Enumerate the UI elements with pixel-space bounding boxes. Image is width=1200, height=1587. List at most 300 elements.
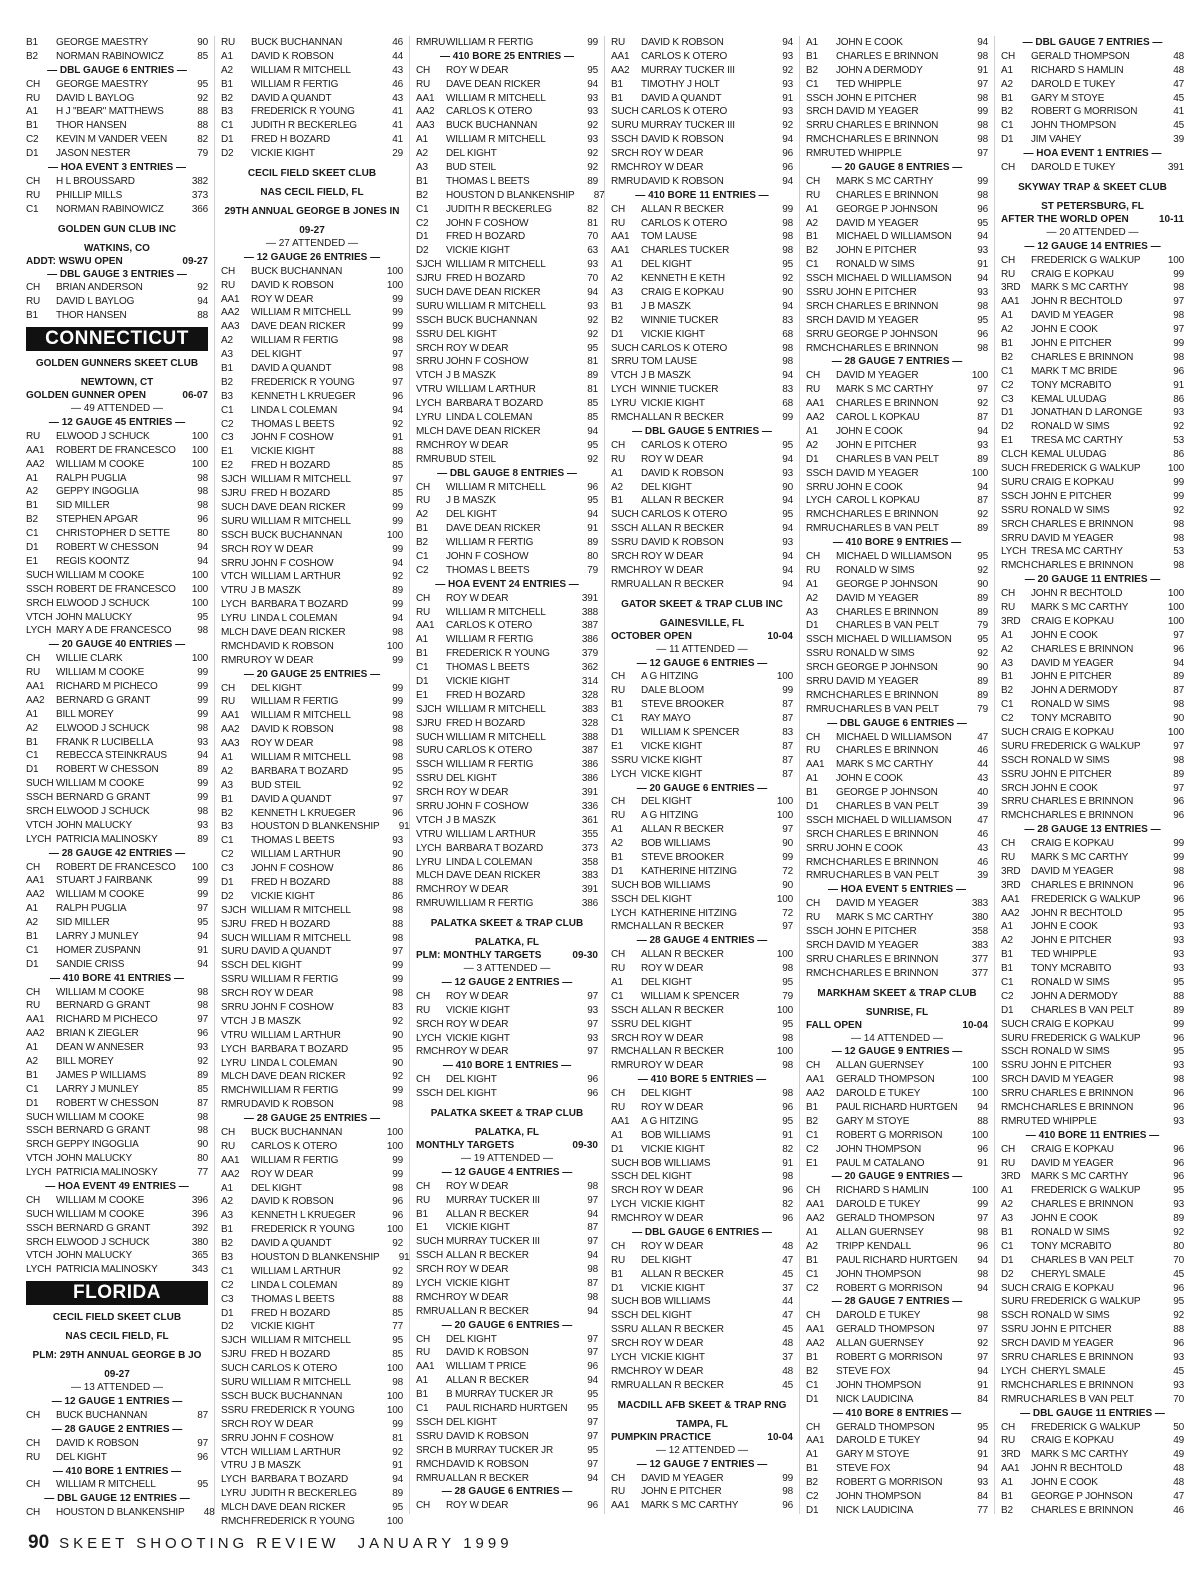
shooter-name: ROBERT W CHESSON bbox=[56, 542, 159, 554]
club-heading: PLM: 29TH ANNUAL GEORGE B JO bbox=[32, 1350, 202, 1362]
result-row bbox=[221, 36, 403, 50]
class-code: A1 bbox=[611, 1129, 623, 1141]
result-row bbox=[806, 119, 988, 133]
score: 91 bbox=[392, 432, 403, 444]
class-code: VTCH bbox=[416, 370, 443, 382]
result-row bbox=[221, 945, 403, 959]
class-code: C3 bbox=[221, 863, 234, 875]
class-code: B2 bbox=[416, 537, 428, 549]
result-row bbox=[806, 425, 988, 439]
score: 100 bbox=[776, 893, 793, 905]
shooter-name: DAVID M YEAGER bbox=[1031, 657, 1114, 669]
shooter-name: BARBARA T BOZARD bbox=[446, 398, 544, 410]
score: 98 bbox=[1173, 1074, 1184, 1086]
shooter-name: STUART J FAIRBANK bbox=[56, 875, 153, 887]
class-code: E1 bbox=[611, 740, 623, 752]
result-row bbox=[416, 78, 598, 92]
shooter-name: WILLIAM R FERTIG bbox=[446, 537, 534, 549]
shooter-name: JOHN F COSHOW bbox=[446, 550, 529, 562]
score: 95 bbox=[782, 509, 793, 521]
score: 95 bbox=[392, 1335, 403, 1347]
result-row bbox=[221, 1265, 403, 1279]
shooter-name: WILLIAM L ARTHUR bbox=[251, 849, 341, 861]
score: 50 bbox=[1173, 1421, 1184, 1433]
score: 98 bbox=[1173, 310, 1184, 322]
result-row bbox=[611, 670, 793, 684]
shooter-name: DAVID K ROBSON bbox=[251, 1196, 334, 1208]
class-code: B1 bbox=[806, 1352, 818, 1364]
club-heading: PALATKA, FL bbox=[474, 1127, 540, 1139]
score: 94 bbox=[587, 425, 598, 437]
result-row bbox=[806, 286, 988, 300]
shooter-name: ALLAN R BECKER bbox=[641, 578, 724, 590]
class-code: B1 bbox=[806, 1102, 818, 1114]
shooter-name: DEL KIGHT bbox=[641, 1254, 692, 1266]
shooter-name: GEPPY INGOGLIA bbox=[56, 1139, 139, 1151]
result-row bbox=[611, 383, 793, 397]
result-row bbox=[611, 494, 793, 508]
result-row bbox=[611, 726, 793, 740]
class-code: SRCH bbox=[806, 662, 834, 674]
score: 95 bbox=[977, 314, 988, 326]
class-code: D1 bbox=[26, 148, 39, 160]
shooter-name: CHARLES B VAN PELT bbox=[1031, 1004, 1134, 1016]
result-row bbox=[26, 472, 208, 486]
class-code: CH bbox=[611, 949, 626, 961]
shooter-name: DAVID M YEAGER bbox=[836, 217, 919, 229]
score: 95 bbox=[392, 1043, 403, 1055]
shooter-name: A G HITZING bbox=[641, 671, 699, 683]
result-row bbox=[26, 295, 208, 309]
score: 98 bbox=[197, 805, 208, 817]
shooter-name: ROY W DEAR bbox=[251, 543, 314, 555]
class-code: B2 bbox=[221, 376, 233, 388]
result-row bbox=[416, 1458, 598, 1472]
class-code: VTCH bbox=[221, 1446, 248, 1458]
shooter-name: CRAIG E KOPKAU bbox=[1031, 476, 1114, 488]
event-header: — 410 BORE 1 ENTRIES — bbox=[442, 1060, 572, 1072]
class-code: RU bbox=[1001, 851, 1016, 863]
result-row bbox=[611, 300, 793, 314]
class-code: B2 bbox=[1001, 106, 1013, 118]
result-row bbox=[221, 92, 403, 106]
event-header: — DBL GAUGE 8 ENTRIES — bbox=[437, 467, 577, 479]
class-code: A2 bbox=[1001, 643, 1013, 655]
score: 91 bbox=[398, 821, 410, 833]
score: 46 bbox=[1173, 1504, 1184, 1516]
score: 92 bbox=[197, 282, 208, 294]
result-row bbox=[221, 418, 403, 432]
shooter-name: JOHN E COOK bbox=[1031, 1477, 1098, 1489]
score: 96 bbox=[392, 1196, 403, 1208]
event-header: — 12 GAUGE 26 ENTRIES — bbox=[243, 251, 381, 263]
shooter-name: JIM VAHEY bbox=[1031, 134, 1082, 146]
shooter-name: THOMAS L BEETS bbox=[446, 662, 530, 674]
class-code: CH bbox=[221, 682, 236, 694]
class-code: RU bbox=[26, 667, 41, 679]
score: 99 bbox=[392, 515, 403, 527]
class-code: A2 bbox=[1001, 324, 1013, 336]
shooter-name: JOHN F COSHOW bbox=[251, 863, 334, 875]
class-code: SRRU bbox=[1001, 1352, 1029, 1364]
class-code: RU bbox=[26, 296, 41, 308]
result-row bbox=[611, 50, 793, 64]
class-code: SUCH bbox=[221, 1363, 249, 1375]
score: 100 bbox=[191, 583, 208, 595]
score: 98 bbox=[197, 1000, 208, 1012]
shooter-name: FRED H BOZARD bbox=[251, 460, 331, 472]
result-row bbox=[416, 119, 598, 133]
shooter-name: DAVID K ROBSON bbox=[641, 37, 724, 48]
class-code: LYRU bbox=[611, 398, 637, 410]
shoot-date: 06-07 bbox=[182, 390, 208, 402]
event-header: — 12 GAUGE 2 ENTRIES — bbox=[441, 977, 573, 988]
shooter-name: FRED H BOZARD bbox=[251, 918, 331, 930]
shooter-name: CHARLES E BRINNON bbox=[1031, 1352, 1134, 1364]
class-code: SUCH bbox=[611, 106, 639, 118]
score: 97 bbox=[977, 1213, 988, 1225]
score: 93 bbox=[1173, 1379, 1184, 1391]
class-code: CH bbox=[26, 78, 41, 90]
result-row bbox=[1001, 1254, 1184, 1268]
result-row bbox=[416, 300, 598, 314]
class-code: SRRU bbox=[1001, 532, 1029, 544]
class-code: D2 bbox=[1001, 421, 1014, 433]
shooter-name: MARK S MC CARTHY bbox=[1031, 282, 1129, 294]
result-row bbox=[416, 744, 598, 758]
result-row bbox=[221, 807, 403, 821]
result-row bbox=[611, 578, 793, 592]
shooter-name: DAVE DEAN RICKER bbox=[251, 1071, 346, 1083]
result-row bbox=[806, 439, 988, 453]
class-code: D1 bbox=[221, 134, 234, 146]
class-code: C1 bbox=[806, 259, 819, 271]
class-code: A2 bbox=[26, 1056, 38, 1067]
class-code: SURU bbox=[416, 745, 444, 757]
result-row bbox=[416, 411, 598, 425]
class-code: A3 bbox=[806, 606, 818, 618]
score: 95 bbox=[197, 1479, 208, 1491]
shooter-name: CRAIG E KOPKAU bbox=[1031, 615, 1114, 627]
shoot-heading bbox=[26, 389, 208, 402]
event-header: — 12 GAUGE 4 ENTRIES — bbox=[441, 1166, 573, 1178]
result-row bbox=[26, 1437, 208, 1451]
result-row bbox=[611, 147, 793, 161]
shooter-name: DAVID M YEAGER bbox=[1031, 532, 1114, 544]
result-row bbox=[26, 763, 208, 777]
score: 380 bbox=[191, 1236, 208, 1248]
shooter-name: MARK S MC CARTHY bbox=[641, 1500, 739, 1512]
result-row bbox=[611, 1032, 793, 1046]
event-header: — 28 GAUGE 2 ENTRIES — bbox=[51, 1423, 183, 1435]
score: 361 bbox=[581, 814, 598, 826]
score: 96 bbox=[587, 1088, 598, 1100]
score: 85 bbox=[197, 50, 208, 62]
score: 99 bbox=[197, 778, 208, 790]
shooter-name: ROBERT DE FRANCESCO bbox=[56, 583, 176, 595]
score: 93 bbox=[1173, 407, 1184, 419]
class-code: RMCH bbox=[611, 162, 641, 174]
result-row bbox=[611, 1337, 793, 1351]
result-row bbox=[611, 36, 793, 50]
score: 94 bbox=[977, 1102, 988, 1114]
score: 96 bbox=[782, 1102, 793, 1114]
class-code: LYRU bbox=[221, 613, 247, 625]
shooter-name: CHARLES B VAN PELT bbox=[836, 703, 939, 715]
shooter-name: CHARLES B VAN PELT bbox=[1031, 1254, 1134, 1266]
score: 94 bbox=[977, 37, 988, 48]
shooter-name: CARLOS K OTERO bbox=[641, 106, 728, 118]
result-row bbox=[221, 529, 403, 543]
class-code: LYCH bbox=[26, 1264, 52, 1276]
result-row bbox=[1001, 448, 1184, 462]
class-code: C1 bbox=[1001, 365, 1014, 377]
class-code: RU bbox=[611, 453, 626, 465]
shooter-name: TOM LAUSE bbox=[641, 356, 697, 368]
shooter-name: CRAIG E KOPKAU bbox=[1031, 1282, 1114, 1294]
score: 92 bbox=[392, 1238, 403, 1250]
shooter-name: REGIS KOONTZ bbox=[56, 555, 130, 567]
score: 93 bbox=[977, 245, 988, 257]
shooter-name: TONY MCRABITO bbox=[1031, 1240, 1112, 1252]
shooter-name: ROY W DEAR bbox=[641, 1213, 704, 1225]
result-row bbox=[221, 265, 403, 279]
result-row bbox=[806, 272, 988, 286]
result-row bbox=[1001, 1365, 1184, 1379]
score: 95 bbox=[197, 78, 208, 90]
score: 388 bbox=[581, 606, 598, 618]
shooter-name: KATHERINE HITZING bbox=[641, 907, 737, 919]
class-code: SSCH bbox=[221, 960, 248, 972]
class-code: C2 bbox=[221, 1279, 234, 1291]
column-5 bbox=[800, 36, 995, 1514]
score: 377 bbox=[971, 953, 988, 965]
shooter-name: DEL KIGHT bbox=[56, 1451, 107, 1463]
result-row bbox=[416, 36, 598, 50]
shooter-name: DAVID K ROBSON bbox=[251, 279, 334, 291]
result-row bbox=[416, 647, 598, 661]
club-heading: SUNRISE, FL bbox=[865, 1006, 929, 1018]
score: 99 bbox=[392, 1085, 403, 1097]
class-code: 3RD bbox=[1001, 282, 1021, 294]
result-row bbox=[416, 1032, 598, 1046]
class-code: A2 bbox=[416, 148, 428, 160]
result-row bbox=[416, 1305, 598, 1319]
result-row bbox=[1001, 323, 1184, 337]
shooter-name: DAVID K ROBSON bbox=[641, 134, 724, 146]
result-row bbox=[1001, 1032, 1184, 1046]
class-code: SSRU bbox=[806, 287, 833, 299]
event-header: — HOA EVENT 1 ENTRIES — bbox=[1023, 148, 1162, 160]
shooter-name: JOHN E PITCHER bbox=[836, 287, 917, 299]
score: 391 bbox=[1167, 162, 1184, 174]
result-row bbox=[611, 105, 793, 119]
result-row bbox=[221, 64, 403, 78]
event-header: — 20 GAUGE 25 ENTRIES — bbox=[243, 668, 381, 680]
score: 100 bbox=[1167, 726, 1184, 738]
result-row bbox=[806, 105, 988, 119]
class-code: A1 bbox=[416, 634, 428, 646]
result-row bbox=[221, 1098, 403, 1112]
result-row bbox=[26, 791, 208, 805]
score: 88 bbox=[197, 106, 208, 118]
score: 100 bbox=[191, 444, 208, 456]
shooter-name: DAVID M YEAGER bbox=[1031, 1338, 1114, 1350]
shooter-name: MARK S MC CARTHY bbox=[836, 175, 934, 187]
result-row bbox=[416, 481, 598, 495]
shooter-name: MICHAEL D WILLIAMSON bbox=[836, 731, 952, 743]
result-row bbox=[416, 1499, 598, 1513]
shooter-name: CARLOS K OTERO bbox=[641, 439, 728, 451]
score: 98 bbox=[782, 245, 793, 257]
shooter-name: ROBERT W CHESSON bbox=[56, 764, 159, 776]
result-row bbox=[806, 967, 988, 981]
result-row bbox=[611, 1143, 793, 1157]
shooter-name: JOHN F COSHOW bbox=[446, 800, 529, 812]
result-row bbox=[416, 1221, 598, 1235]
result-row bbox=[806, 1184, 988, 1198]
result-row bbox=[806, 564, 988, 578]
class-code: SRRU bbox=[1001, 1088, 1029, 1100]
class-code: D1 bbox=[221, 876, 234, 888]
class-code: RU bbox=[1001, 1435, 1016, 1447]
shooter-name: LINDA L COLEMAN bbox=[251, 1057, 338, 1069]
class-code: SRRU bbox=[806, 481, 834, 493]
score: 70 bbox=[587, 273, 598, 285]
score: 85 bbox=[587, 398, 598, 410]
score: 72 bbox=[782, 907, 793, 919]
score: 94 bbox=[977, 481, 988, 493]
score: 80 bbox=[1173, 1240, 1184, 1252]
shooter-name: J B MASZK bbox=[251, 1460, 301, 1472]
result-row bbox=[416, 1374, 598, 1388]
class-code: SSCH bbox=[806, 273, 833, 285]
class-code: RU bbox=[221, 37, 236, 48]
score: 83 bbox=[782, 384, 793, 396]
result-row bbox=[806, 1087, 988, 1101]
result-row bbox=[416, 1018, 598, 1032]
score: 43 bbox=[392, 92, 403, 104]
shooter-name: DAVE DEAN RICKER bbox=[446, 425, 541, 437]
class-code: B1 bbox=[611, 495, 623, 507]
score: 100 bbox=[1167, 463, 1184, 475]
score: 97 bbox=[587, 990, 598, 1002]
class-code: LYCH bbox=[221, 599, 247, 611]
result-row bbox=[1001, 1434, 1184, 1448]
result-row bbox=[26, 708, 208, 722]
result-row bbox=[1001, 893, 1184, 907]
class-code: RMCH bbox=[1001, 810, 1031, 822]
score: 92 bbox=[392, 1446, 403, 1458]
score: 98 bbox=[197, 625, 208, 637]
class-code: D1 bbox=[611, 726, 624, 738]
event-header: — 20 GAUGE 8 ENTRIES — bbox=[831, 162, 963, 174]
class-code: SRCH bbox=[806, 828, 834, 840]
score: 96 bbox=[782, 1185, 793, 1197]
class-code: D1 bbox=[611, 328, 624, 340]
score: 98 bbox=[782, 342, 793, 354]
shooter-name: FRED H BOZARD bbox=[446, 689, 526, 701]
event-header: — DBL GAUGE 7 ENTRIES — bbox=[1022, 37, 1163, 48]
shooter-name: DALE BLOOM bbox=[641, 685, 705, 697]
class-code: SRCH bbox=[1001, 1074, 1029, 1086]
class-code: C2 bbox=[221, 418, 234, 430]
result-row bbox=[416, 869, 598, 883]
class-code: 3RD bbox=[1001, 1449, 1021, 1461]
result-row bbox=[611, 244, 793, 258]
score: 100 bbox=[386, 1515, 403, 1527]
result-row bbox=[806, 300, 988, 314]
class-code: A1 bbox=[806, 1449, 818, 1461]
shooter-name: CRAIG E KOPKAU bbox=[1031, 1143, 1114, 1155]
result-row bbox=[806, 1059, 988, 1073]
result-row bbox=[1001, 740, 1184, 754]
score: 98 bbox=[392, 1099, 403, 1111]
result-row bbox=[26, 50, 208, 64]
event-header: — 410 BORE 1 ENTRIES — bbox=[52, 1465, 182, 1477]
score: 98 bbox=[587, 1291, 598, 1303]
score: 387 bbox=[581, 745, 598, 757]
shooter-name: WILLIAM R MITCHELL bbox=[251, 904, 351, 916]
shooter-name: DAVID A QUANDT bbox=[251, 92, 332, 104]
result-row bbox=[221, 404, 403, 418]
event-header: — 28 GAUGE 25 ENTRIES — bbox=[243, 1113, 381, 1125]
score: 328 bbox=[581, 717, 598, 729]
result-row bbox=[221, 279, 403, 293]
result-row bbox=[806, 897, 988, 911]
event-header: — HOA EVENT 5 ENTRIES — bbox=[828, 884, 966, 896]
class-code: CH bbox=[26, 653, 41, 665]
result-row bbox=[26, 1013, 208, 1027]
score: 98 bbox=[197, 486, 208, 498]
result-row bbox=[221, 1320, 403, 1334]
event-header: — 410 BORE 11 ENTRIES — bbox=[1025, 1129, 1160, 1141]
shooter-name: JASON NESTER bbox=[56, 148, 131, 160]
score: 92 bbox=[977, 1338, 988, 1350]
score: 43 bbox=[977, 842, 988, 854]
result-row bbox=[416, 355, 598, 369]
class-code: CH bbox=[1001, 838, 1016, 850]
score: 93 bbox=[782, 537, 793, 549]
score: 98 bbox=[392, 932, 403, 944]
score: 97 bbox=[587, 1333, 598, 1345]
score: 377 bbox=[971, 967, 988, 979]
class-code: SSCH bbox=[416, 1088, 443, 1100]
class-code: RU bbox=[611, 1254, 626, 1266]
class-code: LYCH bbox=[416, 842, 442, 854]
shooter-name: KENNETH L KRUEGER bbox=[251, 390, 356, 402]
shooter-name: ROBERT G MORRISON bbox=[836, 1477, 943, 1489]
shooter-name: ROY W DEAR bbox=[251, 293, 314, 305]
score: 96 bbox=[197, 514, 208, 526]
class-code: LYCH bbox=[221, 1043, 247, 1055]
shooter-name: BARBARA T BOZARD bbox=[446, 842, 544, 854]
class-code: LYCH bbox=[611, 1352, 637, 1364]
score: 47 bbox=[782, 1310, 793, 1322]
class-code: LYCH bbox=[611, 384, 637, 396]
shooter-name: BUCK BUCHANNAN bbox=[446, 120, 538, 132]
score: 83 bbox=[782, 726, 793, 738]
score: 97 bbox=[392, 349, 403, 361]
class-code: B1 bbox=[26, 1069, 38, 1081]
shooter-name: JOHN E COOK bbox=[836, 425, 903, 437]
score: 94 bbox=[587, 1375, 598, 1387]
shooter-name: ROY W DEAR bbox=[641, 1338, 704, 1350]
shooter-name: MARK T MC BRIDE bbox=[1031, 365, 1118, 377]
score: 98 bbox=[977, 1268, 988, 1280]
score: 97 bbox=[977, 78, 988, 90]
score: 96 bbox=[1173, 1157, 1184, 1169]
